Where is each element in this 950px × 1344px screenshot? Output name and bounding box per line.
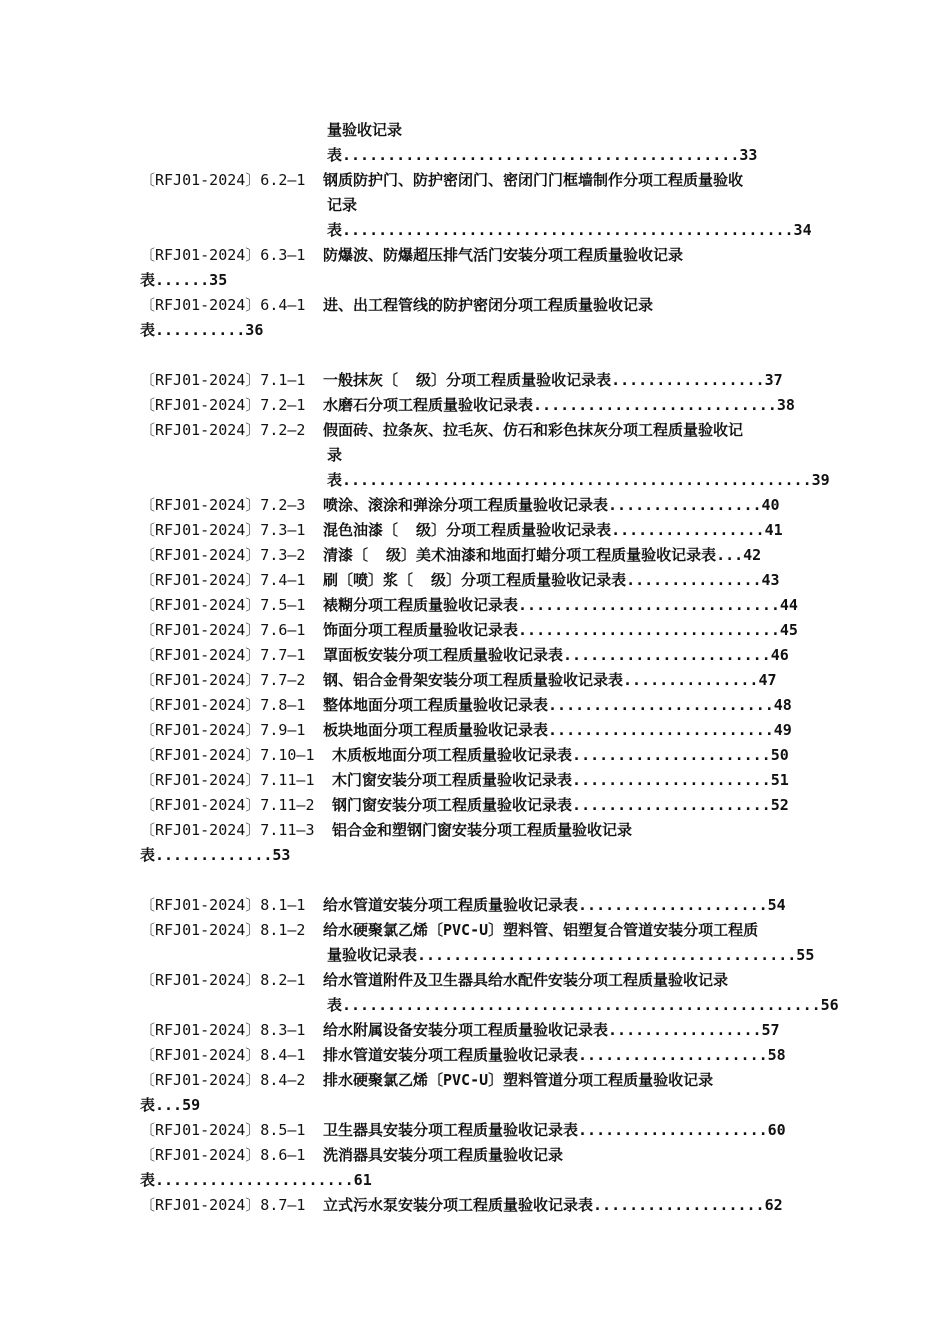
toc-title: 水磨石分项工程质量验收记录表...........................38 [323, 396, 795, 414]
toc-title: 板块地面分项工程质量验收记录表.........................49 [323, 721, 792, 739]
toc-title: 给水管道附件及卫生器具给水配件安装分项工程质量验收记录 [323, 971, 729, 989]
toc-title: 表...59 [140, 1096, 201, 1114]
toc-title: 表.............53 [140, 846, 291, 864]
toc-line [140, 393, 795, 417]
toc-title: 排水管道安装分项工程质量验收记录表.....................58 [323, 1046, 786, 1064]
toc-line [140, 1118, 786, 1142]
toc-title: 给水附属设备安装分项工程质量验收记录表.................57 [323, 1021, 780, 1039]
toc-title: 钢质防护门、防护密闭门、密闭门门框墙制作分项工程质量验收 [323, 171, 744, 189]
toc-title: 洗消器具安装分项工程质量验收记录 [323, 1146, 564, 1164]
toc-line [140, 1093, 200, 1117]
toc-line [140, 668, 777, 692]
toc-title: 铝合金和塑钢门窗安装分项工程质量验收记录 [323, 821, 633, 839]
toc-code: 〔RFJ01-2024〕7.3—2 [140, 546, 306, 564]
toc-code: 〔RFJ01-2024〕8.7—1 [140, 1196, 306, 1214]
toc-line [140, 818, 632, 842]
toc-code: 〔RFJ01-2024〕7.2—1 [140, 396, 306, 414]
toc-code: 〔RFJ01-2024〕7.2—3 [140, 496, 306, 514]
toc-line [327, 943, 814, 967]
toc-title: 假面砖、拉条灰、拉毛灰、仿石和彩色抹灰分项工程质量验收记 [323, 421, 744, 439]
toc-code: 〔RFJ01-2024〕6.3—1 [140, 246, 306, 264]
toc-line [327, 193, 357, 217]
toc-code: 〔RFJ01-2024〕7.10—1 [140, 746, 315, 764]
toc-title: 量验收记录 [327, 121, 403, 139]
toc-code: 〔RFJ01-2024〕8.1—1 [140, 896, 306, 914]
toc-line [327, 993, 839, 1017]
toc-line [327, 443, 342, 467]
toc-line [140, 243, 683, 267]
toc-title: 表............................................33 [327, 146, 758, 164]
toc-title: 表..........36 [140, 321, 264, 339]
toc-line [140, 743, 789, 767]
toc-line [140, 1043, 786, 1067]
toc-title: 钢门窗安装分项工程质量验收记录表......................52 [323, 796, 789, 814]
toc-line [140, 1143, 563, 1167]
toc-title: 表.....................................................56 [327, 996, 839, 1014]
toc-line [140, 368, 783, 392]
toc-line [140, 693, 792, 717]
toc-title: 卫生器具安装分项工程质量验收记录表.....................60 [323, 1121, 786, 1139]
toc-code: 〔RFJ01-2024〕8.3—1 [140, 1021, 306, 1039]
toc-line [140, 268, 227, 292]
toc-title: 给水硬聚氯乙烯〔PVC-U〕塑料管、铝塑复合管道安装分项工程质 [323, 921, 759, 939]
toc-title: 钢、铝合金骨架安装分项工程质量验收记录表...............47 [323, 671, 777, 689]
toc-line [140, 843, 290, 867]
toc-title: 罩面板安装分项工程质量验收记录表.......................46 [323, 646, 789, 664]
toc-line [140, 643, 789, 667]
toc-title: 记录 [327, 196, 358, 214]
toc-line [140, 168, 743, 192]
toc-title: 清漆〔 级〕美术油漆和地面打蜡分项工程质量验收记录表...42 [323, 546, 762, 564]
toc-code: 〔RFJ01-2024〕7.4—1 [140, 571, 306, 589]
toc-line [140, 893, 786, 917]
toc-title: 木门窗安装分项工程质量验收记录表......................51 [323, 771, 789, 789]
toc-title: 裱糊分项工程质量验收记录表.............................44 [323, 596, 798, 614]
toc-line [140, 568, 780, 592]
toc-title: 给水管道安装分项工程质量验收记录表.....................54 [323, 896, 786, 914]
toc-code: 〔RFJ01-2024〕7.7—1 [140, 646, 306, 664]
toc-title: 进、出工程管线的防护密闭分项工程质量验收记录 [323, 296, 654, 314]
toc-title: 木质板地面分项工程质量验收记录表......................50 [323, 746, 789, 764]
toc-code: 〔RFJ01-2024〕6.2—1 [140, 171, 306, 189]
toc-code: 〔RFJ01-2024〕8.1—2 [140, 921, 306, 939]
toc-title: 表..................................................34 [327, 221, 812, 239]
toc-title: 整体地面分项工程质量验收记录表.........................48 [323, 696, 792, 714]
toc-title: 表......................61 [140, 1171, 372, 1189]
toc-code: 〔RFJ01-2024〕7.11—3 [140, 821, 315, 839]
toc-code: 〔RFJ01-2024〕8.6—1 [140, 1146, 306, 1164]
toc-line [140, 718, 792, 742]
toc-title: 防爆波、防爆超压排气活门安装分项工程质量验收记录 [323, 246, 684, 264]
toc-line [327, 143, 757, 167]
toc-title: 录 [327, 446, 343, 464]
toc-title: 排水硬聚氯乙烯〔PVC-U〕塑料管道分项工程质量验收记录 [323, 1071, 714, 1089]
toc-code: 〔RFJ01-2024〕7.9—1 [140, 721, 306, 739]
toc-line [140, 1193, 783, 1217]
toc-code: 〔RFJ01-2024〕7.7—2 [140, 671, 306, 689]
toc-line [140, 418, 743, 442]
toc-line [140, 768, 789, 792]
toc-title: 喷涂、滚涂和弹涂分项工程质量验收记录表.................40 [323, 496, 780, 514]
toc-line [140, 618, 798, 642]
toc-code: 〔RFJ01-2024〕8.4—2 [140, 1071, 306, 1089]
toc-code: 〔RFJ01-2024〕7.8—1 [140, 696, 306, 714]
toc-line [140, 318, 263, 342]
toc-code: 〔RFJ01-2024〕8.5—1 [140, 1121, 306, 1139]
toc-title: 一般抹灰〔 级〕分项工程质量验收记录表.................37 [323, 371, 783, 389]
toc-line [140, 543, 761, 567]
toc-line [140, 518, 783, 542]
toc-title: 刷〔喷〕浆〔 级〕分项工程质量验收记录表...............43 [323, 571, 780, 589]
toc-code: 〔RFJ01-2024〕6.4—1 [140, 296, 306, 314]
toc-code: 〔RFJ01-2024〕7.5—1 [140, 596, 306, 614]
toc-title: 混色油漆〔 级〕分项工程质量验收记录表.................41 [323, 521, 783, 539]
toc-title: 表......35 [140, 271, 228, 289]
toc-line [140, 968, 728, 992]
toc-code: 〔RFJ01-2024〕7.1—1 [140, 371, 306, 389]
toc-code: 〔RFJ01-2024〕7.6—1 [140, 621, 306, 639]
toc-code: 〔RFJ01-2024〕8.2—1 [140, 971, 306, 989]
toc-title: 量验收记录表..........................................55 [327, 946, 815, 964]
toc-line [140, 1068, 713, 1092]
toc-line [140, 918, 758, 942]
toc-code: 〔RFJ01-2024〕7.11—2 [140, 796, 315, 814]
toc-line [140, 1168, 372, 1192]
toc-line [327, 218, 812, 242]
toc-title: 立式污水泵安装分项工程质量验收记录表...................62 [323, 1196, 783, 1214]
toc-code: 〔RFJ01-2024〕7.3—1 [140, 521, 306, 539]
toc-line [140, 293, 653, 317]
toc-line [140, 493, 780, 517]
toc-line [140, 793, 789, 817]
toc-line [327, 118, 402, 142]
toc-code: 〔RFJ01-2024〕8.4—1 [140, 1046, 306, 1064]
toc-line [327, 468, 830, 492]
toc-line [140, 593, 798, 617]
toc-code: 〔RFJ01-2024〕7.11—1 [140, 771, 315, 789]
toc-title: 表....................................................39 [327, 471, 830, 489]
toc-code: 〔RFJ01-2024〕7.2—2 [140, 421, 306, 439]
toc-title: 饰面分项工程质量验收记录表.............................45 [323, 621, 798, 639]
toc-line [140, 1018, 780, 1042]
